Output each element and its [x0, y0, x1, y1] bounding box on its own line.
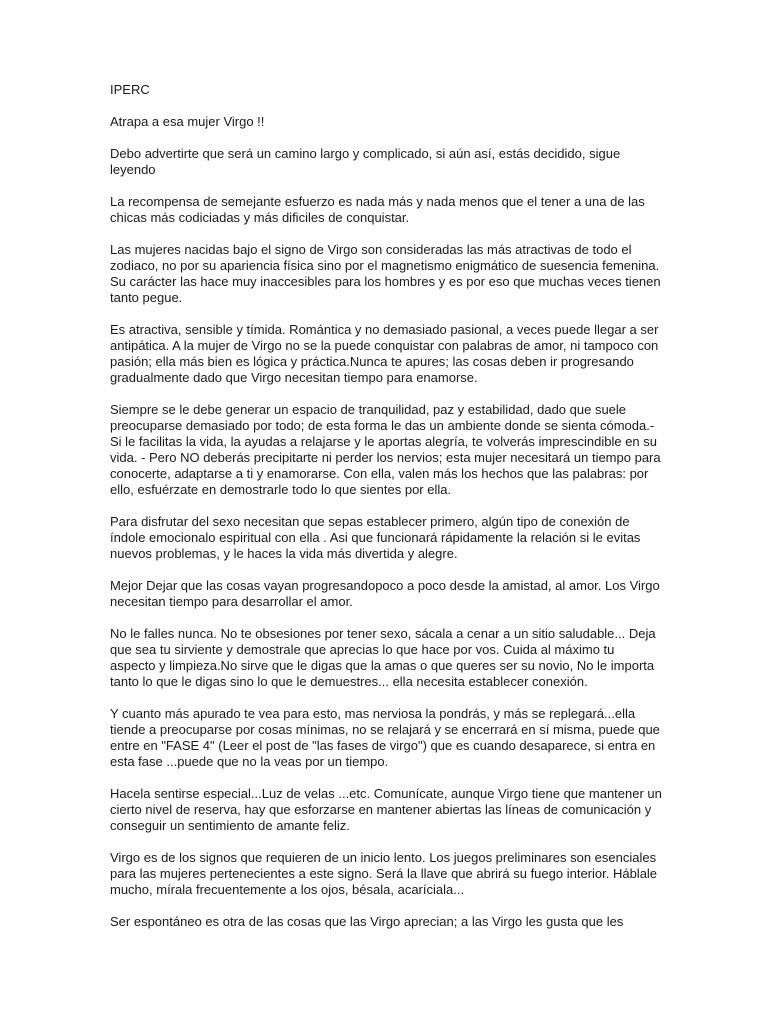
- text-line: Su carácter las hace muy inaccesibles para los hombres y es por eso que muchas veces tienen: [110, 274, 661, 289]
- text-line: Ser espontáneo es otra de las cosas que las Virgo aprecian; a las Virgo les gusta que les: [110, 914, 624, 929]
- paragraph: [110, 850, 660, 898]
- text-line: gradualmente dado que Virgo necesitan tiempo para enamorse.: [110, 370, 478, 385]
- text-line: cierto nivel de reserva, hay que esforzarse en mantener abiertas las líneas de comunicación y: [110, 802, 652, 817]
- text-line: conseguir un sentimiento de amante feliz.: [110, 818, 350, 833]
- paragraph: [110, 786, 660, 834]
- text-line: Las mujeres nacidas bajo el signo de Virgo son consideradas las más atractivas de todo el: [110, 242, 632, 257]
- text-line: tanto pegue.: [110, 290, 183, 305]
- text-line: índole emocionalo espiritual con ella . Asi que funcionará rápidamente la relación si le evitas: [110, 530, 641, 545]
- document-heading: IPERC: [110, 82, 150, 97]
- paragraph: [110, 194, 660, 226]
- text-line: mucho, mírala frecuentemente a los ojos, bésala, acaríciala...: [110, 882, 465, 897]
- text-line: preocuparse demasiado por todo; de esta forma le das un ambiente donde se sienta cómoda.-: [110, 418, 655, 433]
- text-line: para las mujeres pertenecientes a este signo. Será la llave que abrirá su fuego interior. Háblale: [110, 866, 658, 881]
- paragraph: [110, 402, 660, 498]
- paragraph: [110, 322, 660, 386]
- paragraph-list: [110, 114, 660, 930]
- paragraph: [110, 242, 660, 306]
- text-line: No le falles nunca. No te obsesiones por tener sexo, sácala a cenar a un sitio saludable... Deja: [110, 626, 656, 641]
- text-line: necesitan tiempo para desarrollar el amor.: [110, 594, 353, 609]
- document-body: [110, 82, 660, 946]
- text-line: antipática. A la mujer de Virgo no se la puede conquistar con palabras de amor, ni tampoco con: [110, 338, 659, 353]
- text-line: Mejor Dejar que las cosas vayan progresandopoco a poco desde la amistad, al amor. Los Virgo: [110, 578, 660, 593]
- text-line: Virgo es de los signos que requieren de un inicio lento. Los juegos preliminares son esenciales: [110, 850, 657, 865]
- paragraph: [110, 914, 660, 930]
- paragraph: [110, 114, 660, 130]
- text-line: entre en "FASE 4" (Leer el post de "las fases de virgo") que es cuando desaparece, si entra en: [110, 738, 656, 753]
- paragraph: [110, 578, 660, 610]
- text-line: Es atractiva, sensible y tímida. Romántica y no demasiado pasional, a veces puede llegar a ser: [110, 322, 659, 337]
- text-line: leyendo: [110, 162, 156, 177]
- text-line: Si le facilitas la vida, la ayudas a relajarse y le aportas alegría, te volverás imprescindible en su: [110, 434, 657, 449]
- text-line: conocerte, adaptarse a ti y enamorarse. Con ella, valen más los hechos que las palabras: por: [110, 466, 649, 481]
- text-line: Debo advertirte que será un camino largo y complicado, si aún así, estás decidido, sigue: [110, 146, 621, 161]
- text-line: tanto lo que le digas sino lo que le demuestres... ella necesita establecer conexión.: [110, 674, 588, 689]
- text-line: nuevos problemas, y le haces la vida más divertida y alegre.: [110, 546, 458, 561]
- text-line: Hacela sentirse especial...Luz de velas ...etc. Comunícate, aunque Virgo tiene que mantener un: [110, 786, 662, 801]
- text-line: aspecto y limpieza.No sirve que le digas que la amas o que queres ser su novio, No le importa: [110, 658, 655, 673]
- text-line: Y cuanto más apurado te vea para esto, mas nerviosa la pondrás, y más se replegará...ella: [110, 706, 636, 721]
- text-line: que sea tu sirviente y demostrale que aprecias lo que hace por vos. Cuida al máximo tu: [110, 642, 615, 657]
- text-line: La recompensa de semejante esfuerzo es nada más y nada menos que el tener a una de las: [110, 194, 645, 209]
- text-line: tiende a preocuparse por cosas mínimas, no se relajará y se encerrará en sí misma, puede que: [110, 722, 660, 737]
- text-line: vida. - Pero NO deberás precipitarte ni perder los nervios; esta mujer necesitará un tiempo para: [110, 450, 661, 465]
- paragraph: [110, 706, 660, 770]
- paragraph: [110, 514, 660, 562]
- text-line: ello, esfuérzate en demostrarle todo lo que sientes por ella.: [110, 482, 452, 497]
- text-line: esta fase ...puede que no la veas por un tiempo.: [110, 754, 389, 769]
- text-line: chicas más codiciadas y más dificiles de conquistar.: [110, 210, 410, 225]
- text-line: Para disfrutar del sexo necesitan que sepas establecer primero, algún tipo de conexión de: [110, 514, 630, 529]
- text-line: Atrapa a esa mujer Virgo !!: [110, 114, 265, 129]
- paragraph: [110, 626, 660, 690]
- text-line: zodiaco, no por su apariencia física sino por el magnetismo enigmático de suesencia femenina.: [110, 258, 660, 273]
- paragraph: [110, 146, 660, 178]
- text-line: pasión; ella más bien es lógica y práctica.Nunca te apures; las cosas deben ir progresando: [110, 354, 634, 369]
- text-line: Siempre se le debe generar un espacio de tranquilidad, paz y estabilidad, dado que suele: [110, 402, 627, 417]
